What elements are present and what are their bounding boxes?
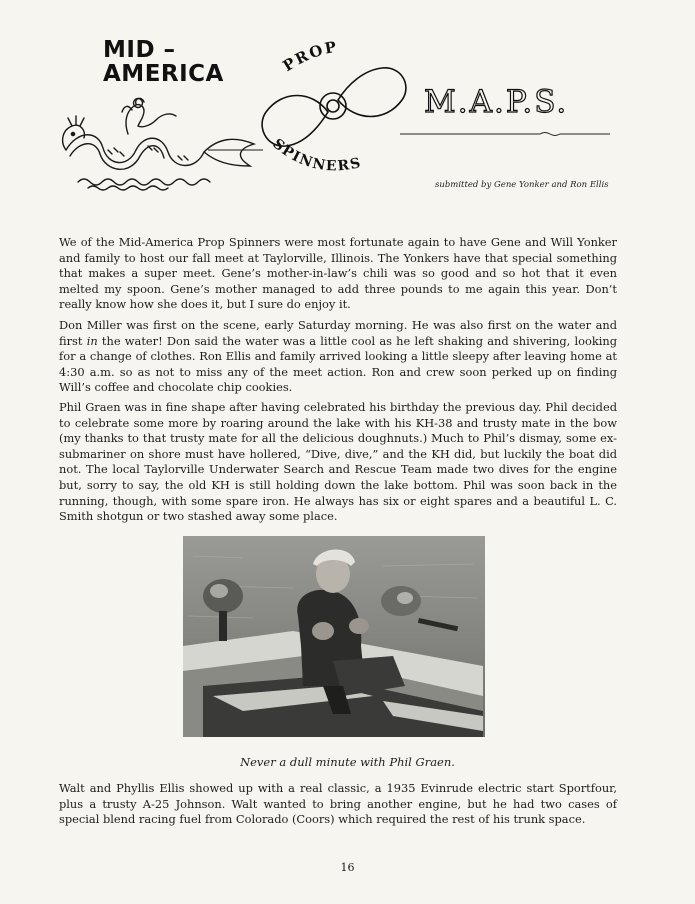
paragraph-2-start: Don Miller was first on the scene, early Saturday morning. He was also first on the water and first: [59, 318, 617, 348]
mid-america-logo-text: [103, 38, 224, 86]
logo-line-1: MID –: [103, 37, 176, 63]
svg-text:PROP: [280, 38, 340, 76]
paragraph-2-end: the water! Don said the water was a little cool as he left shaking and shivering, looking for a change of clothes. Ron Ellis and family arrived looking a little sleepy after leaving home at 4:30 a.m. so as not to miss any of the meet action. Ron and crew soon perked up on finding Will’s coffee and chocolate chip cookies.: [59, 333, 617, 395]
paragraph-2-emphasis: in: [86, 333, 98, 348]
photo-phil-graen-in-boat: [183, 536, 485, 737]
svg-text:SPINNERS: [269, 136, 363, 175]
maps-title: M.A.P.S.: [424, 84, 569, 120]
prop-arc-top-text: PROP: [279, 37, 340, 76]
sea-monster-mermaid-illustration: [58, 90, 263, 192]
paragraph-2: [59, 318, 617, 396]
logo-line-2: AMERICA: [103, 61, 224, 87]
paragraph-1: We of the Mid-America Prop Spinners were most fortunate again to have Gene and Will Yonker and family to host our fall meet at Taylorville, Illinois. The Yonkers have that special something that makes a super meet. Gene’s mother-in-law’s chili was so good and so hot that it even melted my spoon. Gene’s mother managed to add three pounds to me again this year. Don’t really know how she does it, but I sure do enjoy it.: [59, 235, 617, 312]
byline: submitted by Gene Yonker and Ron Ellis: [435, 180, 609, 190]
paragraph-4: Walt and Phyllis Ellis showed up with a real classic, a 1935 Evinrude electric start Sportfour, plus a trusty A-25 Johnson. Walt wanted to bring another engine, but he had two cases of special blend racing fuel from Colorado (Coors) which required the rest of his trunk space.: [59, 781, 617, 827]
title-underline-rule: [400, 130, 610, 138]
photo-caption: Never a dull minute with Phil Graen.: [240, 755, 455, 769]
propeller-logo: [252, 30, 432, 185]
paragraph-3: Phil Graen was in fine shape after having celebrated his birthday the previous day. Phil decided to celebrate some more by roaring around the lake with his KH-38 and trusty mate in the bow (my thanks to that trusty mate for all the delicious doughnuts.) Much to Phil’s dismay, some ex-submariner on shore must have hollered, “Dive, dive,” and the KH did, but luckily the boat did not. The local Taylorville Underwater Search and Rescue Team made two dives for the engine but, sorry to say, the old KH is still holding down the lake bottom. Phil was soon back in the running, though, with some spare iron. He always has six or eight spares and a beautiful L. C. Smith shotgun or two stashed away some place.: [59, 400, 617, 524]
prop-arc-bottom-text: SPINNERS: [269, 135, 364, 175]
page-number: 16: [340, 861, 355, 874]
